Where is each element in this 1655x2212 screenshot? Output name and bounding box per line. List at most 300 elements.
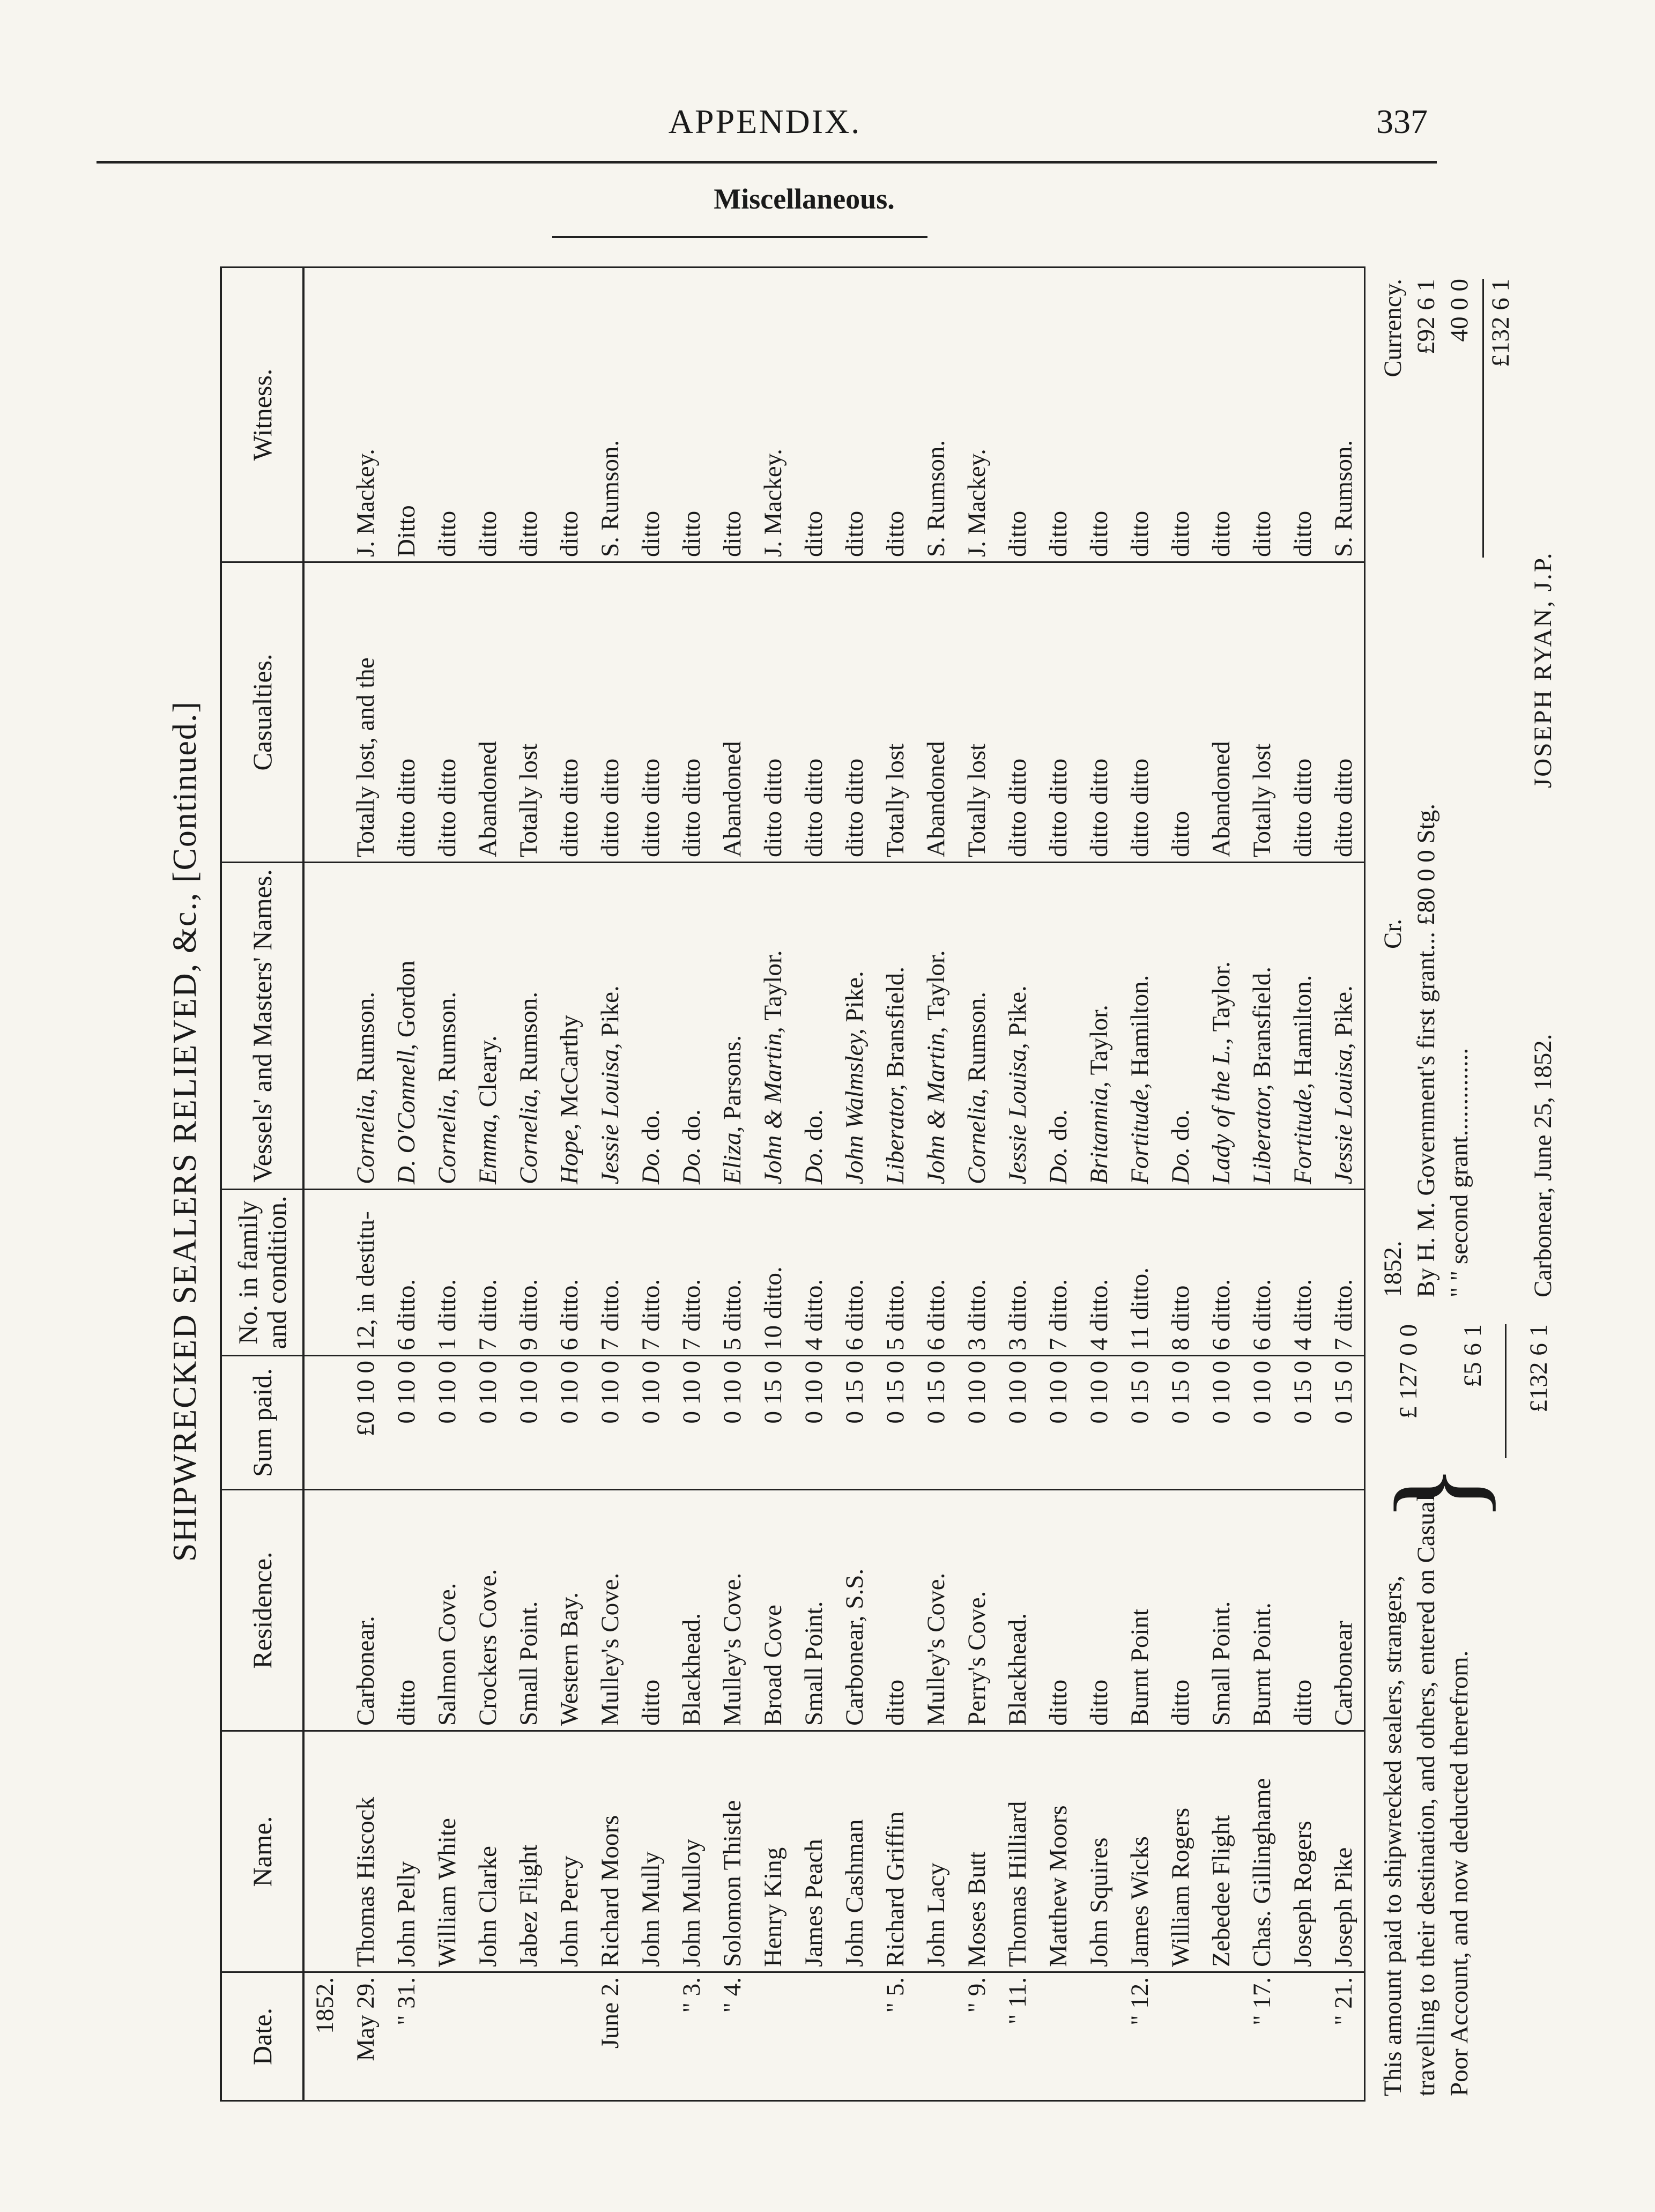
vessel-name: John & Martin, xyxy=(922,1027,950,1184)
cell-family: 7 ditto. xyxy=(630,1190,671,1356)
vessel-name: Cornelia, xyxy=(433,1088,461,1184)
table-title: SHIPWRECKED SEALERS RELIEVED, &c., [Continued.] xyxy=(167,701,203,1562)
cell-sum: 0 10 0 xyxy=(386,1356,427,1490)
table-row xyxy=(753,268,793,2101)
master-name: Pike. xyxy=(1330,985,1357,1037)
table-row xyxy=(303,268,345,2101)
cell-casualty: Totally lost xyxy=(956,562,997,863)
vessel-name: Fortitude, xyxy=(1126,1082,1154,1184)
cell-casualty: Totally lost, and the xyxy=(345,562,386,863)
cell-residence: Perry's Cove. xyxy=(956,1490,997,1731)
cell-family xyxy=(303,1190,345,1356)
table-row xyxy=(630,268,671,2101)
cell-casualty: ditto ditto xyxy=(671,562,712,863)
col-header-name: Name. xyxy=(221,1731,303,1972)
col-header-casualties: Casualties. xyxy=(221,562,303,863)
table-row xyxy=(712,268,753,2101)
cell-witness: ditto xyxy=(508,268,549,562)
vessel-name: Cornelia, xyxy=(963,1088,991,1184)
cell-date xyxy=(1282,1972,1323,2101)
cell-casualty: ditto ditto xyxy=(630,562,671,863)
table-row xyxy=(793,268,834,2101)
credit-label: Cr. xyxy=(1379,918,1407,949)
cell-date: " 4. xyxy=(712,1972,753,2101)
cell-witness: ditto xyxy=(630,268,671,562)
cell-residence: Carbonear, S.S. xyxy=(834,1490,875,1731)
cell-vessel-master xyxy=(1160,863,1201,1190)
cell-family: 7 ditto. xyxy=(590,1190,630,1356)
cell-casualty: ditto ditto xyxy=(1038,562,1079,863)
cell-vessel-master xyxy=(875,863,916,1190)
vessel-name: Do. xyxy=(1167,1147,1194,1184)
cell-date: May 29. xyxy=(345,1972,386,2101)
cell-name: John Mully xyxy=(630,1731,671,1972)
cell-date: June 2. xyxy=(590,1972,630,2101)
cell-family: 5 ditto. xyxy=(712,1190,753,1356)
cell-family: 6 ditto. xyxy=(1201,1190,1242,1356)
master-name: McCarthy xyxy=(555,1015,583,1117)
cell-vessel-master xyxy=(630,863,671,1190)
table-row xyxy=(1201,268,1242,2101)
cell-residence: Small Point. xyxy=(793,1490,834,1731)
cell-vessel-master xyxy=(1119,863,1160,1190)
table-row xyxy=(590,268,630,2101)
cell-name: John Pelly xyxy=(386,1731,427,1972)
cell-witness: ditto xyxy=(427,268,467,562)
table-row xyxy=(671,268,712,2101)
cell-name: John Percy xyxy=(549,1731,590,1972)
table-row xyxy=(997,268,1038,2101)
cell-vessel-master xyxy=(1323,863,1365,1190)
cell-sum: 0 10 0 xyxy=(549,1356,590,1490)
cell-sum: 0 10 0 xyxy=(956,1356,997,1490)
cell-sum: 0 10 0 xyxy=(712,1356,753,1490)
vessel-name: Do. xyxy=(637,1147,665,1184)
cell-witness: J. Mackey. xyxy=(345,268,386,562)
cell-casualty: Totally lost xyxy=(508,562,549,863)
currency-1: £92 6 1 xyxy=(1412,279,1440,354)
cell-residence: ditto xyxy=(1079,1490,1119,1731)
cell-sum: £0 10 0 xyxy=(345,1356,386,1490)
cell-witness: ditto xyxy=(834,268,875,562)
cell-date: " 11. xyxy=(997,1972,1038,2101)
cell-sum: 0 15 0 xyxy=(875,1356,916,1490)
sum-subtotal: £ 127 0 0 xyxy=(1394,1324,1422,1419)
cell-family: 4 ditto. xyxy=(1282,1190,1323,1356)
master-name: Parsons. xyxy=(718,1035,746,1120)
master-name: do. xyxy=(678,1109,706,1141)
relief-table xyxy=(220,266,1365,2102)
cell-name: John Squires xyxy=(1079,1731,1119,1972)
master-name: Cleary. xyxy=(474,1035,502,1108)
cell-residence: Western Bay. xyxy=(549,1490,590,1731)
cell-residence: Carbonear. xyxy=(345,1490,386,1731)
cell-vessel-master xyxy=(1242,863,1282,1190)
col-header-sum: Sum paid. xyxy=(221,1356,303,1490)
cell-residence: Carbonear xyxy=(1323,1490,1365,1731)
cell-name: William Rogers xyxy=(1160,1731,1201,1972)
cell-residence: ditto xyxy=(1282,1490,1323,1731)
cell-family: 3 ditto. xyxy=(956,1190,997,1356)
cell-family: 3 ditto. xyxy=(997,1190,1038,1356)
cell-residence: Burnt Point. xyxy=(1242,1490,1282,1731)
table-row xyxy=(1323,268,1365,2101)
cell-casualty: ditto ditto xyxy=(1079,562,1119,863)
cell-date: " 5. xyxy=(875,1972,916,2101)
cell-sum: 0 10 0 xyxy=(1079,1356,1119,1490)
cell-witness: ditto xyxy=(1160,268,1201,562)
currency-label: Currency. xyxy=(1379,279,1407,377)
cell-casualty: ditto ditto xyxy=(1119,562,1160,863)
cell-date: " 9. xyxy=(956,1972,997,2101)
cell-family: 6 ditto. xyxy=(834,1190,875,1356)
table-row xyxy=(834,268,875,2101)
cell-sum: 0 15 0 xyxy=(1282,1356,1323,1490)
vessel-name: D. O'Connell, xyxy=(392,1043,420,1184)
cell-residence: ditto xyxy=(875,1490,916,1731)
cell-sum: 0 10 0 xyxy=(671,1356,712,1490)
master-name: do. xyxy=(1044,1109,1072,1141)
master-name: Bransfield. xyxy=(881,966,909,1078)
cell-residence: Blackhead. xyxy=(997,1490,1038,1731)
credit-line-2: " " second grant.............. xyxy=(1445,1048,1473,1297)
cell-name: John Mulloy xyxy=(671,1731,712,1972)
cell-date xyxy=(1038,1972,1079,2101)
cell-date xyxy=(1201,1972,1242,2101)
currency-2: 40 0 0 xyxy=(1445,279,1473,342)
cell-family: 1 ditto. xyxy=(427,1190,467,1356)
cell-name: John Cashman xyxy=(834,1731,875,1972)
cell-name: John Clarke xyxy=(467,1731,508,1972)
cell-name: Thomas Hilliard xyxy=(997,1731,1038,1972)
cell-residence: ditto xyxy=(386,1490,427,1731)
cell-date xyxy=(793,1972,834,2101)
cell-date xyxy=(916,1972,956,2101)
cell-witness: ditto xyxy=(671,268,712,562)
cell-casualty: Abandoned xyxy=(712,562,753,863)
cell-sum: 0 15 0 xyxy=(1160,1356,1201,1490)
cell-date: " 3. xyxy=(671,1972,712,2101)
table-row xyxy=(427,268,467,2101)
cell-witness: ditto xyxy=(875,268,916,562)
cell-family: 10 ditto. xyxy=(753,1190,793,1356)
cell-name: James Wicks xyxy=(1119,1731,1160,1972)
cell-sum: 0 15 0 xyxy=(1119,1356,1160,1490)
master-name: Rumson. xyxy=(963,991,991,1082)
cell-family: 4 ditto. xyxy=(1079,1190,1119,1356)
table-row xyxy=(875,268,916,2101)
table-row xyxy=(1282,268,1323,2101)
cell-witness: ditto xyxy=(1079,268,1119,562)
cell-sum xyxy=(303,1356,345,1490)
cell-family: 8 ditto xyxy=(1160,1190,1201,1356)
signature: JOSEPH RYAN, J.P. xyxy=(1529,551,1557,788)
table-row xyxy=(916,268,956,2101)
credit-line-1: By H. M. Government's first grant... £80 0 0 Stg. xyxy=(1412,804,1440,1297)
cell-witness: ditto xyxy=(793,268,834,562)
section-label: Miscellaneous. xyxy=(714,183,895,215)
cell-casualty: ditto ditto xyxy=(997,562,1038,863)
vessel-name: Do. xyxy=(678,1147,706,1184)
cell-date xyxy=(1160,1972,1201,2101)
cell-residence: Mulley's Cove. xyxy=(590,1490,630,1731)
cell-name: Chas. Gillinghame xyxy=(1242,1731,1282,1972)
cell-witness: S. Rumson. xyxy=(916,268,956,562)
col-header-witness: Witness. xyxy=(221,268,303,562)
cell-vessel-master xyxy=(345,863,386,1190)
cell-name: Henry King xyxy=(753,1731,793,1972)
table-row xyxy=(1038,268,1079,2101)
cell-casualty: ditto ditto xyxy=(1282,562,1323,863)
master-name: Bransfield. xyxy=(1248,966,1276,1078)
cell-sum: 0 10 0 xyxy=(997,1356,1038,1490)
sum-total: £132 6 1 xyxy=(1505,1324,1571,1458)
cell-witness: S. Rumson. xyxy=(590,268,630,562)
cell-family: 11 ditto. xyxy=(1119,1190,1160,1356)
cell-sum: 0 10 0 xyxy=(1038,1356,1079,1490)
cell-date xyxy=(467,1972,508,2101)
section-rule xyxy=(552,236,927,238)
cell-name: John Lacy xyxy=(916,1731,956,1972)
cell-sum: 0 15 0 xyxy=(1323,1356,1365,1490)
table-row xyxy=(508,268,549,2101)
cell-residence: Blackhead. xyxy=(671,1490,712,1731)
master-name: Taylor. xyxy=(1207,961,1235,1032)
cell-name: Moses Butt xyxy=(956,1731,997,1972)
cell-vessel-master xyxy=(671,863,712,1190)
cell-residence xyxy=(303,1490,345,1731)
col-header-date: Date. xyxy=(221,1972,303,2101)
cell-witness: ditto xyxy=(712,268,753,562)
cell-residence: ditto xyxy=(1038,1490,1079,1731)
cell-date xyxy=(427,1972,467,2101)
cell-casualty: ditto ditto xyxy=(1323,562,1365,863)
vessel-name: Britannia, xyxy=(1085,1081,1113,1184)
master-name: do. xyxy=(1167,1109,1194,1141)
cell-name xyxy=(303,1731,345,1972)
cell-sum: 0 10 0 xyxy=(630,1356,671,1490)
cell-date xyxy=(630,1972,671,2101)
page-number: 337 xyxy=(1376,102,1428,140)
running-head: APPENDIX. xyxy=(668,102,862,140)
cell-casualty: Abandoned xyxy=(1201,562,1242,863)
master-name: Pike. xyxy=(596,985,624,1037)
cell-date: 1852. xyxy=(303,1972,345,2101)
master-name: Hamilton. xyxy=(1289,975,1317,1077)
cell-witness: ditto xyxy=(1282,268,1323,562)
vessel-name: John Walmsley, xyxy=(841,1028,869,1184)
table-row xyxy=(956,268,997,2101)
cell-sum: 0 10 0 xyxy=(590,1356,630,1490)
cell-witness: ditto xyxy=(1038,268,1079,562)
cell-casualty xyxy=(303,562,345,863)
footer-brace: } xyxy=(1369,1463,1506,1523)
cell-casualty: Abandoned xyxy=(467,562,508,863)
cell-date xyxy=(549,1972,590,2101)
cell-residence: Mulley's Cove. xyxy=(712,1490,753,1731)
cell-sum: 0 10 0 xyxy=(793,1356,834,1490)
cell-date xyxy=(753,1972,793,2101)
cell-vessel-master xyxy=(467,863,508,1190)
cell-name: Jabez Flight xyxy=(508,1731,549,1972)
cell-family: 5 ditto. xyxy=(875,1190,916,1356)
cell-witness: ditto xyxy=(467,268,508,562)
cell-casualty: Abandoned xyxy=(916,562,956,863)
vessel-name: Hope, xyxy=(555,1123,583,1184)
master-name: Rumson. xyxy=(433,991,461,1082)
cell-family: 7 ditto. xyxy=(671,1190,712,1356)
vessel-name: Jessie Louisa, xyxy=(596,1043,624,1184)
cell-residence: Small Point. xyxy=(508,1490,549,1731)
cell-date: " 12. xyxy=(1119,1972,1160,2101)
cell-witness: S. Rumson. xyxy=(1323,268,1365,562)
table-header-row xyxy=(221,268,303,2101)
table-row xyxy=(549,268,590,2101)
cell-residence: Crockers Cove. xyxy=(467,1490,508,1731)
cell-sum: 0 10 0 xyxy=(427,1356,467,1490)
cell-name: Zebedee Flight xyxy=(1201,1731,1242,1972)
master-name: Hamilton. xyxy=(1126,975,1154,1077)
cell-residence: ditto xyxy=(630,1490,671,1731)
cell-vessel-master xyxy=(508,863,549,1190)
cell-family: 12, in destitu- xyxy=(345,1190,386,1356)
cell-sum: 0 15 0 xyxy=(753,1356,793,1490)
cell-casualty: ditto ditto xyxy=(386,562,427,863)
credit-block xyxy=(1376,574,1476,1297)
vessel-name: Eliza, xyxy=(718,1126,746,1184)
cell-residence: Broad Cove xyxy=(753,1490,793,1731)
master-name: Taylor. xyxy=(759,950,787,1021)
cell-vessel-master xyxy=(997,863,1038,1190)
cell-sum: 0 15 0 xyxy=(916,1356,956,1490)
cell-family: 4 ditto. xyxy=(793,1190,834,1356)
cell-residence: Salmon Cove. xyxy=(427,1490,467,1731)
cell-name: Richard Griffin xyxy=(875,1731,916,1972)
cell-name: Joseph Pike xyxy=(1323,1731,1365,1972)
header-rule xyxy=(97,161,1437,164)
cell-witness xyxy=(303,268,345,562)
cell-casualty: ditto ditto xyxy=(590,562,630,863)
cell-vessel-master xyxy=(956,863,997,1190)
master-name: Taylor. xyxy=(922,950,950,1021)
master-name: do. xyxy=(637,1109,665,1141)
cell-vessel-master xyxy=(386,863,427,1190)
table-body xyxy=(303,268,1365,2101)
cell-vessel-master xyxy=(303,863,345,1190)
currency-block xyxy=(1376,279,1517,558)
master-name: Pike. xyxy=(1004,985,1031,1037)
cell-vessel-master xyxy=(834,863,875,1190)
sum-deducted: £5 6 1 xyxy=(1459,1324,1487,1387)
cell-name: James Peach xyxy=(793,1731,834,1972)
cell-vessel-master xyxy=(590,863,630,1190)
cell-name: Joseph Rogers xyxy=(1282,1731,1323,1972)
cell-family: 7 ditto. xyxy=(1323,1190,1365,1356)
cell-casualty: Totally lost xyxy=(1242,562,1282,863)
cell-residence: Mulley's Cove. xyxy=(916,1490,956,1731)
cell-family: 6 ditto. xyxy=(386,1190,427,1356)
cell-vessel-master xyxy=(1079,863,1119,1190)
cell-casualty: ditto ditto xyxy=(834,562,875,863)
cell-family: 6 ditto. xyxy=(1242,1190,1282,1356)
cell-date xyxy=(508,1972,549,2101)
cell-sum: 0 15 0 xyxy=(834,1356,875,1490)
master-name: Rumson. xyxy=(352,991,380,1082)
vessel-name: Jessie Louisa, xyxy=(1330,1043,1357,1184)
cell-vessel-master xyxy=(427,863,467,1190)
cell-sum: 0 10 0 xyxy=(467,1356,508,1490)
master-name: Gordon xyxy=(392,960,420,1038)
table-row xyxy=(1119,268,1160,2101)
vessel-name: Jessie Louisa, xyxy=(1004,1043,1031,1184)
vessel-name: Cornelia, xyxy=(515,1088,543,1184)
cell-vessel-master xyxy=(753,863,793,1190)
vessel-name: John & Martin, xyxy=(759,1027,787,1184)
rotated-table-block xyxy=(150,268,1557,2102)
currency-total: £132 6 1 xyxy=(1482,279,1517,558)
cell-residence: Small Point. xyxy=(1201,1490,1242,1731)
cell-name: William White xyxy=(427,1731,467,1972)
cell-casualty: ditto ditto xyxy=(427,562,467,863)
vessel-name: Cornelia, xyxy=(352,1088,380,1184)
cell-family: 7 ditto. xyxy=(467,1190,508,1356)
cell-vessel-master xyxy=(793,863,834,1190)
col-header-family: No. in family and condition. xyxy=(221,1190,303,1356)
cell-casualty: ditto ditto xyxy=(793,562,834,863)
cell-sum: 0 10 0 xyxy=(508,1356,549,1490)
cell-residence: ditto xyxy=(1160,1490,1201,1731)
vessel-name: Do. xyxy=(1044,1147,1072,1184)
table-row xyxy=(467,268,508,2101)
table-row xyxy=(386,268,427,2101)
credit-year: 1852. xyxy=(1379,1241,1407,1297)
vessel-name: Liberator, xyxy=(881,1084,909,1184)
cell-family: 7 ditto. xyxy=(1038,1190,1079,1356)
cell-witness: J. Mackey. xyxy=(753,268,793,562)
cell-witness: ditto xyxy=(1242,268,1282,562)
cell-name: Richard Moors xyxy=(590,1731,630,1972)
cell-vessel-master xyxy=(1282,863,1323,1190)
cell-casualty: ditto xyxy=(1160,562,1201,863)
cell-vessel-master xyxy=(1201,863,1242,1190)
vessel-name: Fortitude, xyxy=(1289,1082,1317,1184)
cell-vessel-master xyxy=(1038,863,1079,1190)
cell-residence: Burnt Point xyxy=(1119,1490,1160,1731)
cell-vessel-master xyxy=(712,863,753,1190)
cell-witness: Ditto xyxy=(386,268,427,562)
cell-name: Thomas Hiscock xyxy=(345,1731,386,1972)
cell-family: 6 ditto. xyxy=(549,1190,590,1356)
cell-name: Matthew Moors xyxy=(1038,1731,1079,1972)
cell-date xyxy=(834,1972,875,2101)
cell-date: " 31. xyxy=(386,1972,427,2101)
cell-witness: ditto xyxy=(549,268,590,562)
cell-family: 9 ditto. xyxy=(508,1190,549,1356)
footer-sums xyxy=(1376,1324,1571,1458)
cell-vessel-master xyxy=(916,863,956,1190)
table-row xyxy=(1242,268,1282,2101)
master-name: Taylor. xyxy=(1085,1005,1113,1075)
master-name: Rumson. xyxy=(515,991,543,1082)
cell-witness: J. Mackey. xyxy=(956,268,997,562)
cell-casualty: ditto ditto xyxy=(753,562,793,863)
cell-witness: ditto xyxy=(1119,268,1160,562)
vessel-name: Do. xyxy=(800,1147,828,1184)
col-header-vessels: Vessels' and Masters' Names. xyxy=(221,863,303,1190)
cell-family: 6 ditto. xyxy=(916,1190,956,1356)
master-name: Pike. xyxy=(841,971,869,1022)
cell-witness: ditto xyxy=(997,268,1038,562)
